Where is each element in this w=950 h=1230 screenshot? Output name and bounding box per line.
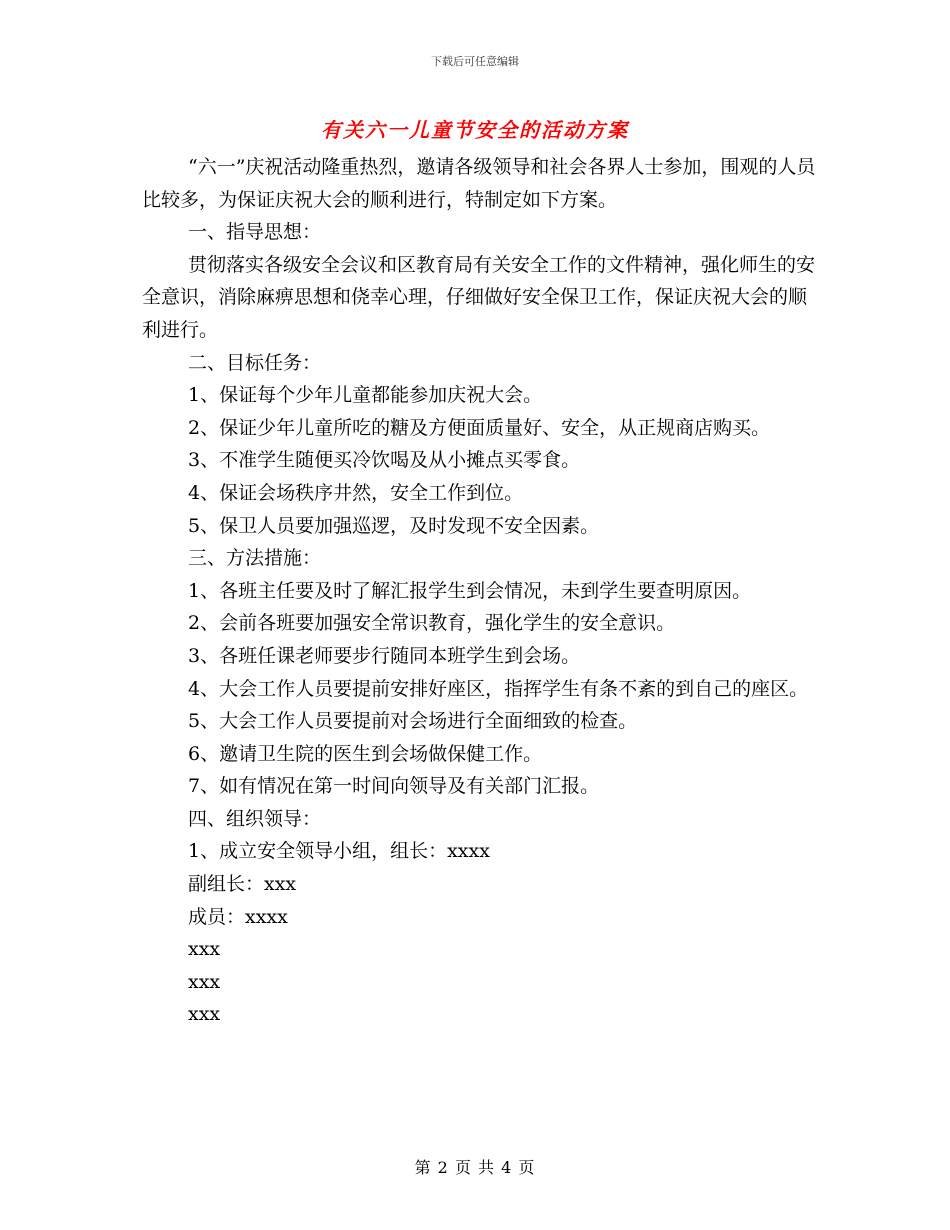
document-body (142, 151, 822, 1031)
measure-item: 1、各班主任要及时了解汇报学生到会情况，未到学生要查明原因。 (188, 579, 752, 602)
section-heading-guiding-thought: 一、指导思想： (188, 221, 322, 244)
measure-item: 4、大会工作人员要提前安排好座区，指挥学生有条不紊的到自己的座区。 (188, 677, 809, 700)
measure-item: 6、邀请卫生院的医生到会场做保健工作。 (188, 742, 543, 765)
document-title: 有关六一儿童节安全的活动方案 (321, 118, 629, 142)
page-number-footer: 第 2 页 共 4 页 (414, 1158, 536, 1177)
section-heading-measures: 三、方法措施： (188, 547, 322, 570)
organization-item: xxx (188, 970, 221, 993)
organization-item: 成员：xxxx (188, 905, 288, 928)
section-heading-goals: 二、目标任务： (188, 351, 322, 374)
measure-item: 2、会前各班要加强安全常识教育，强化学生的安全意识。 (188, 612, 676, 635)
paragraph-guiding-thought: 贯彻落实各级安全会议和区教育局有关安全工作的文件精神，强化师生的安全意识，消除麻痹思想和侥幸心理，仔细做好安全保卫工作，保证庆祝大会的顺利进行。 (142, 253, 816, 341)
header-note: 下载后可任意编辑 (431, 55, 519, 68)
measure-item: 3、各班任课老师要步行随同本班学生到会场。 (188, 644, 581, 667)
organization-item: 1、成立安全领导小组，组长：xxxx (188, 840, 490, 863)
goal-item: 3、不准学生随便买冷饮喝及从小摊点买零食。 (188, 449, 581, 472)
section-heading-organization: 四、组织领导： (188, 807, 322, 830)
paragraph-intro: “六一”庆祝活动隆重热烈，邀请各级领导和社会各界人士参加，围观的人员比较多，为保证庆祝大会的顺利进行，特制定如下方案。 (142, 156, 816, 211)
goal-item: 5、保卫人员要加强巡逻，及时发现不安全因素。 (188, 514, 600, 537)
goal-item: 4、保证会场秩序井然，安全工作到位。 (188, 481, 524, 504)
organization-item: xxx (188, 938, 221, 961)
goal-item: 1、保证每个少年儿童都能参加庆祝大会。 (188, 384, 543, 407)
organization-item: xxx (188, 1003, 221, 1026)
goal-item: 2、保证少年儿童所吃的糖及方便面质量好、安全，从正规商店购买。 (188, 416, 771, 439)
measure-item: 7、如有情况在第一时间向领导及有关部门汇报。 (188, 775, 600, 798)
measure-item: 5、大会工作人员要提前对会场进行全面细致的检查。 (188, 710, 638, 733)
organization-item: 副组长：xxx (188, 873, 297, 896)
